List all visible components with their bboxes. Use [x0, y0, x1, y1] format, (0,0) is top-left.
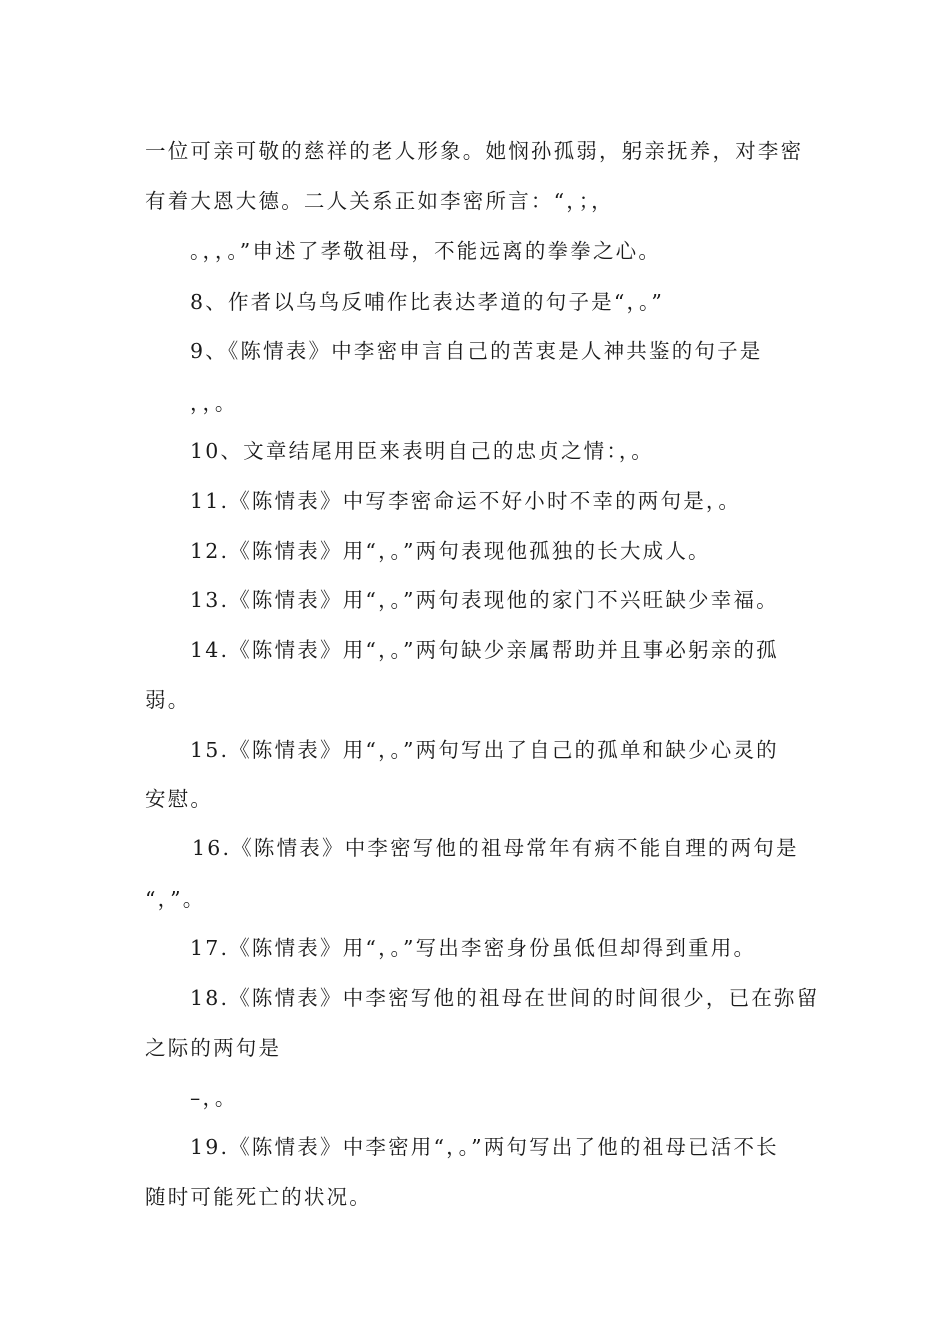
- text-line: 8、作者以乌鸟反哺作比表达孝道的句子是“，。”: [190, 290, 665, 314]
- text-line: 13.《陈情表》用“，。”两句表现他的家门不兴旺缺少幸福。: [190, 588, 779, 612]
- text-line: 12.《陈情表》用“，。”两句表现他孤独的长大成人。: [190, 539, 711, 563]
- text-line: 一位可亲可敬的慈祥的老人形象。她悯孙孤弱，躬亲抚养，对李密: [145, 139, 804, 163]
- text-line: –，。: [190, 1086, 238, 1110]
- text-line: 15.《陈情表》用“，。”两句写出了自己的孤单和缺少心灵的: [190, 738, 779, 762]
- text-line: 9、《陈情表》中李密申言自己的苦衷是人神共鉴的句子是: [190, 339, 763, 363]
- text-line: “，”。: [145, 887, 206, 911]
- text-line: ，，。: [190, 391, 238, 415]
- text-line: 安慰。: [145, 787, 214, 811]
- text-line: 弱。: [145, 688, 191, 712]
- text-line: 有着大恩大德。二人关系正如李密所言：“，；，: [145, 189, 614, 213]
- text-line: 10、文章结尾用臣来表明自己的忠贞之情：，。: [190, 439, 654, 463]
- text-line: 之际的两句是: [145, 1036, 282, 1060]
- text-line: 18.《陈情表》中李密写他的祖母在世间的时间很少，已在弥留: [190, 986, 820, 1010]
- text-line: 。，，。”申述了孝敬祖母，不能远离的拳拳之心。: [190, 239, 662, 263]
- text-line: 19.《陈情表》中李密用“，。”两句写出了他的祖母已活不长: [190, 1135, 779, 1159]
- text-line: 11.《陈情表》中写李密命运不好小时不幸的两句是，。: [190, 489, 742, 513]
- text-line: 16.《陈情表》中李密写他的祖母常年有病不能自理的两句是: [192, 836, 799, 860]
- text-line: 随时可能死亡的状况。: [145, 1185, 372, 1209]
- text-line: 14.《陈情表》用“，。”两句缺少亲属帮助并且事必躬亲的孤: [190, 638, 779, 662]
- text-line: 17.《陈情表》用“，。”写出李密身份虽低但却得到重用。: [190, 936, 757, 960]
